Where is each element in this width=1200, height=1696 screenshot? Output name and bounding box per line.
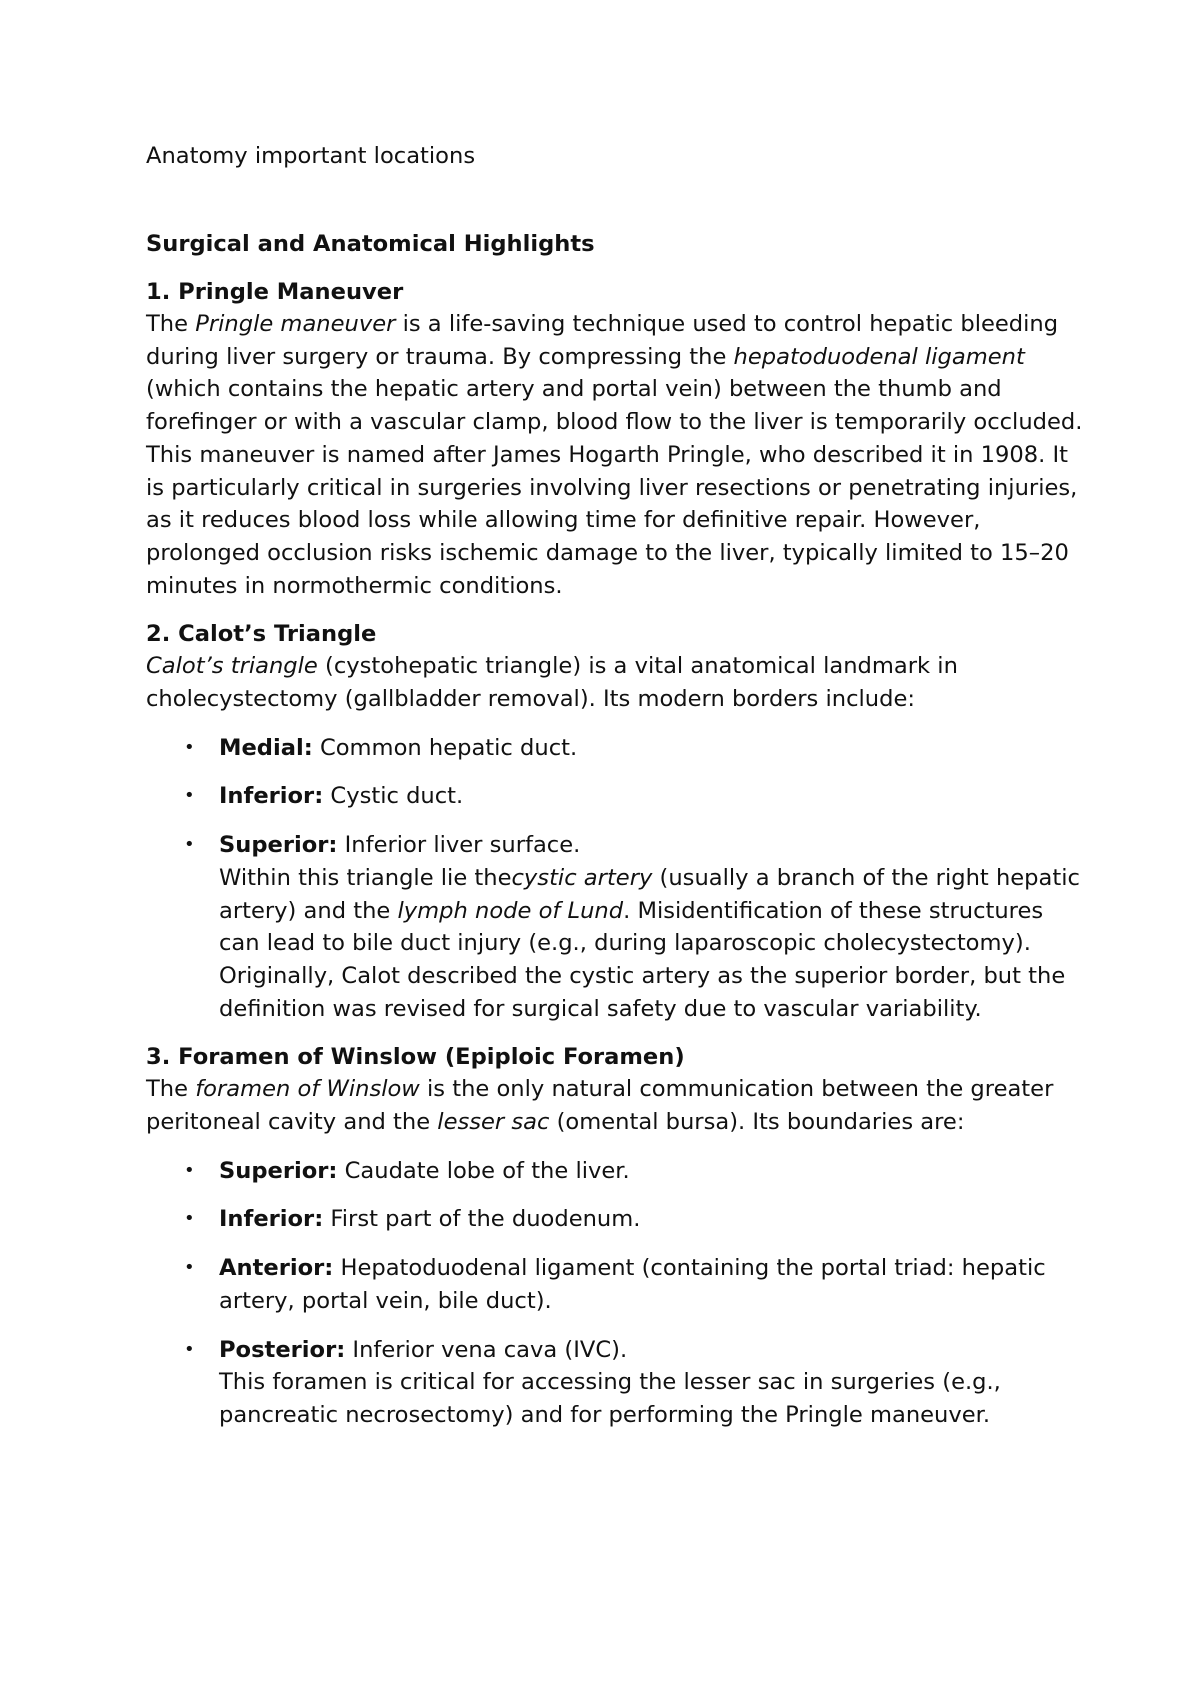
list-item [146, 1334, 1086, 1432]
section-paragraph [146, 1073, 1086, 1138]
item-text: First part of the duodenum. [323, 1206, 641, 1233]
borders-list [146, 732, 1086, 1026]
item-label: Anterior: [219, 1255, 334, 1282]
item-text: Hepatoduodenal ligament (containing the portal triad: hepatic artery, portal vein, bile duct). [219, 1255, 1046, 1314]
text-run: The [146, 1076, 196, 1103]
text-run: (which contains the hepatic artery and portal vein) between the thumb and forefinger or with a vascular clamp, blood flow to the liver is temporarily occluded. This maneuver is named after James Hogarth Pringle, who described it in 1908. It is particularly critical in surgeries involving liver resections or penetrating injuries, as it reduces blood loss while allowing time for definitive repair. However, prolonged occlusion risks ischemic damage to the liver, typically limited to 15–20 minutes in normothermic conditions. [146, 376, 1083, 599]
item-text: Caudate lobe of the liver. [337, 1157, 630, 1184]
list-item [146, 1203, 1086, 1236]
document-heading: Surgical and Anatomical Highlights [146, 231, 595, 257]
text-run: . Misidentification of these structures can lead to bile duct injury (e.g., during laparoscopic cholecystectomy). Originally, Calot described the cystic artery as the superior border, but the definition was revised for surgical safety due to vascular variability. [219, 897, 1066, 1022]
text-run: (usually a branch of the right hepatic artery) and the [219, 864, 1080, 924]
item-text: Cystic duct. [323, 783, 464, 810]
section-foramen-of-winslow [146, 1041, 1086, 1431]
emphasis-term: Calot’s triangle [146, 653, 318, 680]
emphasis-term: lymph node of Lund [397, 897, 624, 924]
emphasis-term: foramen of Winslow [195, 1076, 420, 1103]
text-run: Within this triangle lie the [219, 864, 512, 891]
bullet-icon: • [184, 785, 195, 807]
text-run: (cystohepatic triangle) is a vital anatomical landmark in cholecystectomy (gallbladder removal). Its modern borders include: [146, 653, 958, 713]
section-title: 1. Pringle Maneuver [146, 279, 404, 305]
bullet-icon: • [184, 736, 195, 758]
bullet-icon: • [184, 1338, 195, 1360]
item-label: Superior: [219, 832, 338, 859]
emphasis-term: hepatoduodenal ligament [733, 343, 1025, 370]
item-note: This foramen is critical for accessing the lesser sac in surgeries (e.g., pancreatic necrosectomy) and for performing the Pringle maneuver. [219, 1369, 1001, 1428]
item-text: Inferior liver surface. [337, 832, 581, 859]
item-label: Superior: [219, 1157, 338, 1184]
bullet-icon: • [184, 834, 195, 856]
bullet-icon: • [184, 1208, 195, 1230]
document-page [146, 140, 1086, 1432]
section-calots-triangle [146, 618, 1086, 1025]
list-item [146, 1252, 1086, 1317]
list-item [146, 780, 1086, 813]
emphasis-term: cystic artery [511, 864, 653, 891]
text-run: is a life-saving technique used to control hepatic bleeding during liver surgery or trauma. By compressing the [146, 311, 1059, 370]
item-label: Posterior: [219, 1336, 346, 1363]
borders-list [146, 1155, 1086, 1432]
section-paragraph [146, 650, 1086, 715]
list-item [146, 732, 1086, 765]
item-text: Inferior vena cava (IVC). [345, 1336, 628, 1363]
section-pringle-maneuver [146, 276, 1086, 602]
section-title: 2. Calot’s Triangle [146, 621, 377, 648]
bullet-icon: • [184, 1257, 195, 1279]
emphasis-term: Pringle maneuver [195, 311, 396, 337]
section-title: 3. Foramen of Winslow (Epiploic Foramen) [146, 1044, 685, 1071]
text-run: The [146, 311, 196, 337]
list-item [146, 1155, 1086, 1188]
item-note [219, 865, 1080, 1022]
emphasis-term: lesser sac [437, 1109, 550, 1136]
item-label: Medial: [219, 734, 313, 761]
document-title: Anatomy important locations [146, 143, 476, 169]
text-run: is the only natural communication between the greater peritoneal cavity and the [146, 1076, 1054, 1136]
section-paragraph [146, 308, 1086, 602]
text-run: (omental bursa). Its boundaries are: [549, 1109, 965, 1136]
item-label: Inferior: [219, 1206, 324, 1233]
item-text: Common hepatic duct. [312, 734, 578, 761]
list-item [146, 829, 1086, 1025]
item-label: Inferior: [219, 783, 324, 810]
bullet-icon: • [184, 1159, 195, 1181]
